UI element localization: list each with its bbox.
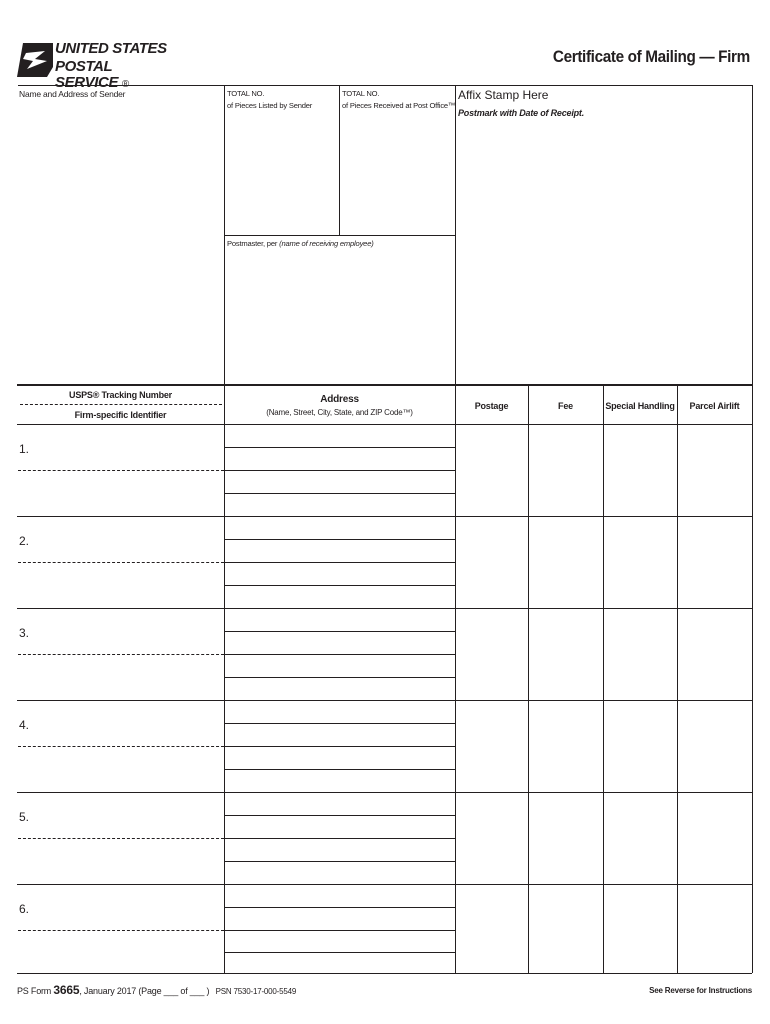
registered-mark: ® [121,79,129,90]
row-number: 3. [19,626,30,640]
total-listed-label-1: TOTAL NO. [227,89,265,98]
eagle-icon [17,41,53,79]
psn-number: PSN 7530-17-000-5549 [215,987,297,996]
logo-line-1: UNITED STATES [55,40,167,57]
tracking-number-header: USPS® Tracking Number [69,390,172,400]
row-number: 2. [19,534,30,548]
firm-identifier-header: Firm-specific Identifier [74,410,167,420]
postmark-label: Postmark with Date of Receipt. [458,108,585,118]
form-date: , January 2017 (Page ___ of ___ ) [79,986,210,996]
logo-line-2: POSTAL SERVICE [55,58,119,91]
stamp-area [457,120,750,382]
postmaster-label: Postmaster, per [227,239,278,248]
total-listed-label-2: of Pieces Listed by Sender [227,101,313,110]
address-subheader: (Name, Street, City, State, and ZIP Code™) [266,408,413,417]
total-received-label-2: of Pieces Received at Post Office™ [342,101,456,110]
row-number: 5. [19,810,30,824]
form-number: 3665 [53,983,80,997]
row-number: 6. [19,902,30,916]
total-received-label-1: TOTAL NO. [342,89,380,98]
sender-name-address-field[interactable] [18,100,222,384]
affix-stamp-label: Affix Stamp Here [458,88,549,102]
row-number: 4. [19,718,30,732]
total-received-field[interactable] [341,112,453,232]
fee-header: Fee [558,401,573,411]
see-reverse-note: See Reverse for Instructions [649,986,752,995]
postmaster-field[interactable] [226,250,453,383]
row-number: 1. [19,442,30,456]
form-prefix: PS Form [17,986,52,996]
form-title: Certificate of Mailing — Firm [553,47,750,66]
special-handling-header: Special Handling [605,401,675,411]
total-listed-field[interactable] [226,112,338,232]
postage-header: Postage [474,401,509,411]
postmaster-italic: (name of receiving employee) [279,239,374,248]
address-header: Address [320,394,359,405]
sender-name-address-label: Name and Address of Sender [19,89,126,99]
parcel-airlift-header: Parcel Airlift [689,401,740,411]
usps-logo [17,40,167,91]
